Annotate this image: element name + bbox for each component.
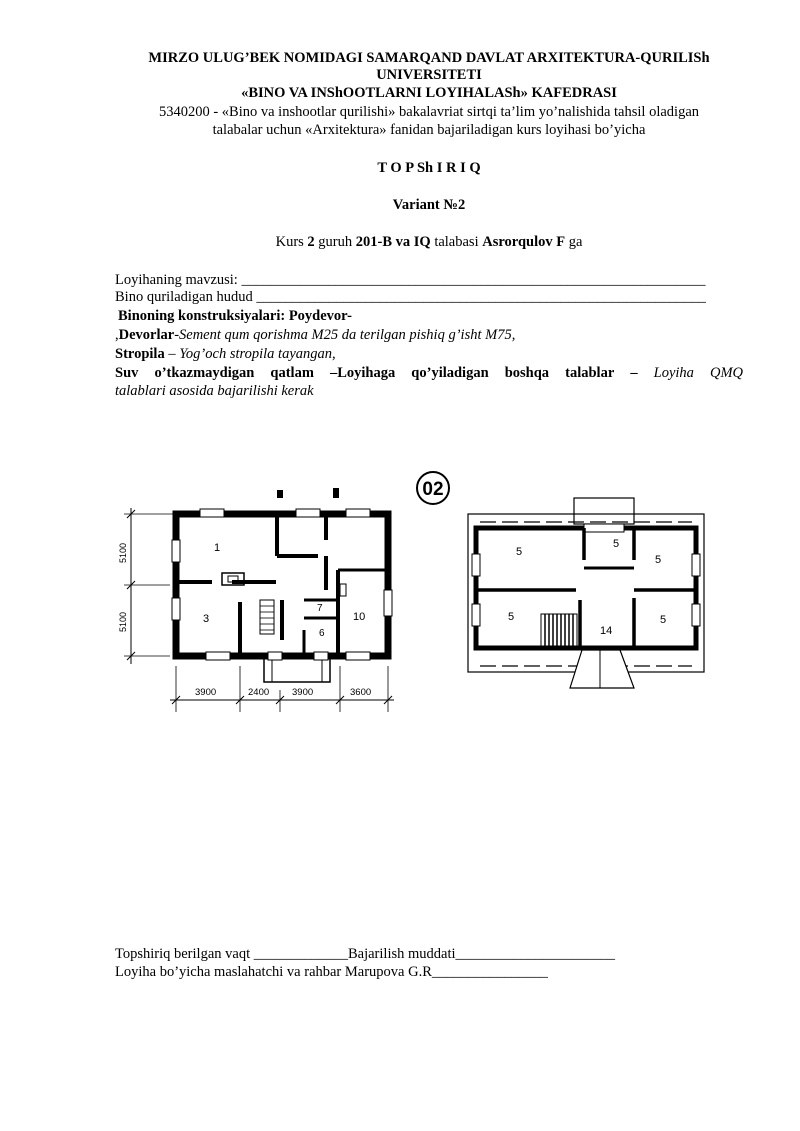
- program-line1: 5340200 - «Bino va inshootlar qurilishi» bakalavriat sirtqi ta’lim yo’nalishida tahsil oladigan: [158, 104, 700, 120]
- program-line2: talabalar uchun «Arxitektura» fanidan bajariladigan kurs loyihasi bo’yicha: [212, 122, 646, 138]
- roof-line: [115, 346, 336, 363]
- roof-label: Stropila: [115, 346, 165, 362]
- upper-floor-labels: [508, 538, 666, 637]
- roof-dash: –: [164, 346, 180, 362]
- walls-spec: -Sement qum qorishma M25 da terilgan pishiq g’isht M75,: [174, 327, 516, 343]
- variant-badge: [417, 472, 449, 504]
- room-label-5c: 5: [655, 554, 662, 566]
- room-label-5d: 5: [508, 611, 515, 623]
- topic-blank: ________________________________________________________________: [241, 272, 706, 288]
- upper-floor-plan: [468, 498, 704, 688]
- student-name: Asrorqulov F: [482, 234, 566, 250]
- supervisor-blank: ________________: [431, 964, 548, 980]
- room-label-5e: 5: [660, 614, 667, 626]
- document-title: T O P Sh I R I Q: [377, 160, 481, 176]
- requirements-line2: talablari asosida bajarilishi kerak: [115, 383, 314, 399]
- supervisor-label: Loyiha bo’yicha maslahatchi va rahbar Marupova G.R: [115, 964, 432, 980]
- walls-prefix: ,: [115, 327, 119, 343]
- roof-spec: Yog’och stropila tayangan,: [179, 346, 336, 362]
- deadline-label: Bajarilish muddati: [347, 946, 456, 962]
- supervisor-line: [115, 964, 548, 981]
- course-prefix: Kurs: [275, 234, 308, 250]
- group-name: 201-B va IQ: [355, 234, 431, 250]
- deadline-blank: ______________________: [455, 946, 616, 962]
- university-name-line1: MIRZO ULUG’BEK NOMIDAGI SAMARQAND DAVLAT ARXITEKTURA-QURILISh: [148, 50, 710, 66]
- course-number: 2: [307, 234, 315, 250]
- construction-region-field: [115, 289, 706, 306]
- other-requirements-label: Loyihaga qo’yiladigan boshqa talablar: [337, 365, 615, 381]
- variant-number: Variant №2: [392, 197, 466, 213]
- issue-deadline-line: [115, 946, 615, 963]
- badge-label: 02: [422, 479, 444, 500]
- walls-label: Devorlar: [118, 327, 175, 343]
- dim-horizontal-2: 2400: [248, 687, 270, 698]
- project-topic-field: [115, 272, 705, 289]
- topic-label: Loyihaning mavzusi:: [115, 272, 242, 288]
- room-label-1: 1: [214, 542, 221, 554]
- other-requirements-text1: Loyiha QMQ: [653, 365, 743, 381]
- student-suffix: ga: [565, 234, 583, 250]
- ground-floor-labels: [118, 542, 371, 698]
- university-name-line2: UNIVERSITETI: [376, 67, 482, 83]
- ground-floor-plan: [124, 488, 394, 712]
- room-label-6: 6: [319, 628, 325, 639]
- issued-blank: _____________: [253, 946, 348, 962]
- room-label-10: 10: [353, 611, 366, 623]
- constructions-heading: Binoning konstruksiyalari: Poydevor-: [118, 308, 352, 324]
- room-label-5a: 5: [516, 546, 523, 558]
- room-label-3: 3: [203, 613, 210, 625]
- room-label-14: 14: [600, 625, 613, 637]
- floor-plans-drawing: [100, 465, 720, 720]
- region-label: Bino quriladigan hudud: [115, 289, 257, 305]
- student-label: talabasi: [430, 234, 483, 250]
- region-blank: ______________________________________________________________: [256, 289, 706, 305]
- dim-vertical-1: 5100: [118, 542, 128, 563]
- dim-vertical-2: 5100: [118, 611, 128, 632]
- student-line: [0, 234, 800, 251]
- dim-horizontal-4: 3600: [350, 687, 372, 698]
- room-label-5b: 5: [613, 538, 620, 550]
- walls-line: [115, 327, 515, 344]
- group-label: guruh: [314, 234, 356, 250]
- waterproof-label: Suv o’tkazmaydigan qatlam: [115, 365, 314, 381]
- waterproof-dash: –: [329, 365, 338, 381]
- dim-horizontal-3: 3900: [292, 687, 314, 698]
- room-label-7: 7: [317, 603, 323, 614]
- department-name: «BINO VA INShOOTLARNI LOYIHALASh» KAFEDRASI: [241, 85, 617, 101]
- dim-horizontal-1: 3900: [195, 687, 217, 698]
- other-dash: –: [630, 365, 654, 381]
- issued-label: Topshiriq berilgan vaqt: [115, 946, 254, 962]
